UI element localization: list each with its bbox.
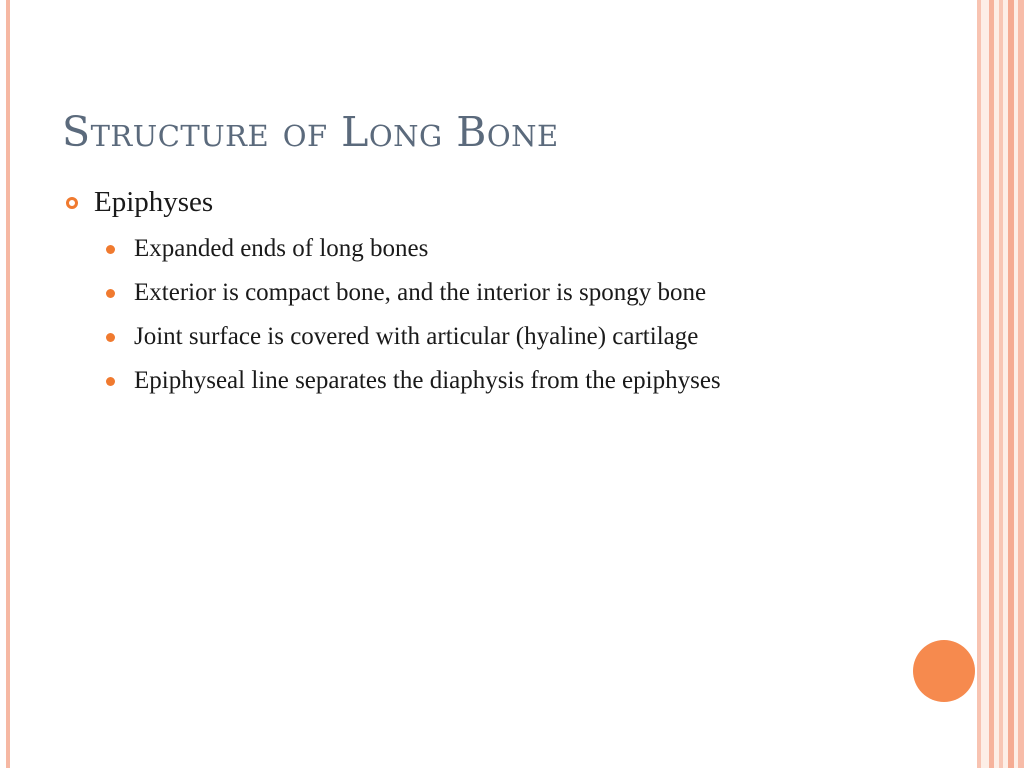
right-stripe [999,0,1003,768]
slide-title: Structure of Long Bone [62,108,559,156]
orange-circle-decoration [913,640,975,702]
dot-bullet-icon [106,333,115,342]
right-stripe [1018,0,1024,768]
right-stripe [977,0,981,768]
sub-bullet-item [106,319,854,355]
sub-bullet-text: Joint surface is covered with articular (hyaline) cartilage [134,323,699,350]
sub-bullet-text: Exterior is compact bone, and the interior is spongy bone [134,279,707,306]
bullet-label: Epiphyses [94,186,214,218]
bullet-level-1 [62,186,862,219]
sub-bullet-list [62,231,862,399]
dot-bullet-icon [106,289,115,298]
sub-bullet-item [106,363,854,399]
slide-content [62,186,862,407]
ring-bullet-icon [66,197,78,209]
sub-bullet-item [106,275,854,311]
sub-bullet-text: Epiphyseal line separates the diaphysis from the epiphyses [134,367,721,394]
dot-bullet-icon [106,245,115,254]
dot-bullet-icon [106,377,115,386]
right-stripe [1008,0,1014,768]
sub-bullet-text: Expanded ends of long bones [134,235,429,262]
right-stripe [989,0,994,768]
left-border-decoration [6,0,10,768]
sub-bullet-item [106,231,854,267]
